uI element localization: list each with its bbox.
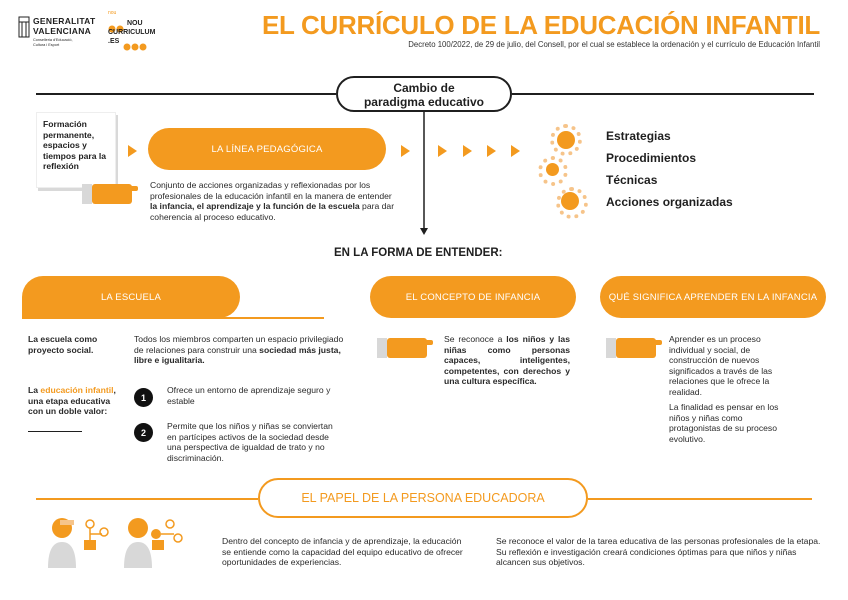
school-item-2: Permite que los niños y niñas se conviertan en partícipes activos de la sociedad desde una perspectiva de igualdad de trato y no discriminación. — [167, 421, 333, 463]
educator-text-right: Se reconoce el valor de la tarea educativa de las personas profesionales de la etapa. Su reflexión e investigación creará condiciones óptimas para que niños y niñas alcancen sus objetivos. — [496, 536, 821, 568]
down-arrow — [419, 112, 429, 236]
childhood-text — [444, 334, 570, 387]
pointing-hand-icon — [377, 336, 433, 360]
dots-icon — [123, 38, 153, 46]
gear-icon — [561, 192, 579, 210]
gv-name-line1: GENERALITAT — [33, 16, 96, 26]
school-project-text-b: sociedad más justa, libre e igualitaria. — [134, 344, 341, 366]
educator-pill-label: EL PAPEL DE LA PERSONA EDUCADORA — [301, 491, 545, 505]
paradigm-line-left — [36, 93, 336, 95]
childhood-text-b: los niños y las niñas como personas capaces, inteligentes, competentes, con derechos y una cultura específica. — [444, 334, 570, 387]
nou-curriculum-logo — [108, 10, 168, 52]
step-number-badge: 1 — [134, 388, 153, 407]
pointing-hand-icon — [82, 182, 138, 206]
strategy-item: Estrategias — [606, 129, 671, 143]
arrow-right-icon — [463, 145, 472, 157]
arrow-right-icon — [438, 145, 447, 157]
pedagogic-line-pill: LA LÍNEA PEDAGÓGICA — [148, 128, 386, 170]
gv-name-line2: VALENCIANA — [33, 26, 92, 36]
pedagogic-desc-b: la infancia, el aprendizaje y la función de la escuela — [150, 201, 360, 212]
gv-logo — [18, 14, 96, 54]
learning-pill: QUÉ SIGNIFICA APRENDER EN LA INFANCIA — [600, 276, 826, 318]
gv-sub-line1: Conselleria d'Educació, — [33, 38, 73, 42]
educator-line-left — [36, 498, 258, 500]
learning-text-2: La finalidad es pensar en los niños y niñas como protagonistas de su proceso evolutivo. — [669, 402, 779, 444]
gv-emblem-icon — [18, 16, 30, 38]
paradigm-label-line2: paradigma educativo — [363, 95, 485, 109]
nou-line1: NOU — [127, 20, 143, 27]
formation-text: Formación permanente, espacios y tiempos para la reflexión — [43, 119, 107, 171]
arrow-right-icon — [511, 145, 520, 157]
strategy-item: Procedimientos — [606, 151, 697, 165]
page-title: EL CURRÍCULO DE LA EDUCACIÓN INFANTIL — [261, 10, 820, 40]
dots-icon — [108, 20, 128, 28]
page-subtitle: Decreto 100/2022, de 29 de julio, del Consell, por el cual se establece la ordenación y el currículo de Educación Infantil — [408, 40, 820, 49]
school-item-1: Ofrece un entorno de aprendizaje seguro y estable — [167, 385, 331, 406]
gear-icon — [557, 131, 575, 149]
educator-figure-icon — [46, 516, 116, 568]
arrow-right-icon — [128, 145, 137, 157]
strategy-item: Técnicas — [606, 173, 658, 187]
educator-text-left: Dentro del concepto de infancia y de aprendizaje, la educación se entiende como la capacidad del equipo educativo de ofrecer oportunidades de experiencias. — [222, 536, 463, 568]
nou-line2: CURRICULUM — [108, 29, 156, 36]
pedagogic-desc-c: para dar coherencia al proceso educativo. — [150, 201, 395, 222]
understand-heading: EN LA FORMA DE ENTENDER: — [334, 247, 503, 259]
school-value-text — [28, 385, 120, 417]
paradigm-box — [336, 76, 512, 112]
learning-text-1: Aprender es un proceso individual y social, de construcción de nuevos significados a través de las relaciones que le ofrece la realidad. — [669, 334, 773, 397]
school-project-label: La escuela como proyecto social. — [28, 334, 98, 355]
paradigm-label-line1: Cambio de — [393, 81, 455, 95]
pointing-hand-icon — [606, 336, 662, 360]
arrow-right-icon — [487, 145, 496, 157]
childhood-pill: EL CONCEPTO DE INFANCIA — [370, 276, 576, 318]
pedagogic-desc-a: Conjunto de acciones organizadas y reflexionadas por los profesionales de la educación infantil en la manera de entender — [150, 180, 392, 201]
arrow-right-icon — [401, 145, 410, 157]
educator-figure-icon — [122, 516, 192, 568]
school-project-text-a: Todos los miembros comparten un espacio privilegiado de relaciones para construir una — [134, 334, 344, 355]
gear-icon — [546, 163, 559, 176]
school-project-text — [134, 334, 350, 366]
gv-sub-line2: Cultura i Esport — [33, 43, 60, 47]
paradigm-line-right — [512, 93, 814, 95]
educator-line-right — [588, 498, 812, 500]
school-value-c: , una etapa educativa con un doble valor: — [28, 385, 116, 417]
educator-pill — [258, 478, 588, 518]
school-value-a: La — [28, 385, 41, 395]
formation-box — [36, 112, 116, 188]
step-number-badge: 2 — [134, 423, 153, 442]
nou-line3: .ES — [108, 38, 120, 45]
strategy-item: Acciones organizadas — [606, 195, 733, 209]
childhood-text-a: Se reconoce a — [444, 334, 507, 344]
school-value-b: educación infantil — [40, 385, 114, 395]
value-underline — [28, 431, 82, 432]
pedagogic-description — [150, 180, 395, 222]
school-pill: LA ESCUELA — [22, 276, 240, 318]
nou-small-label: nou — [108, 10, 117, 16]
